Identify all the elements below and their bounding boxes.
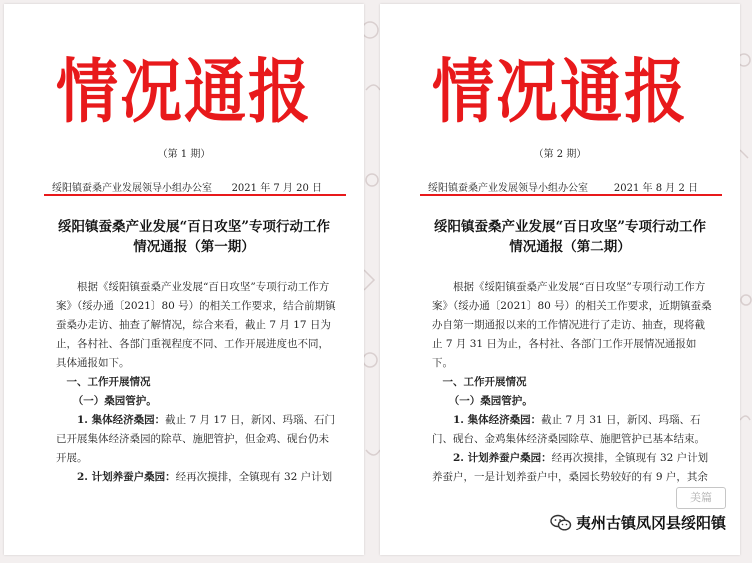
issue-date: 2021 年 8 月 2 日 — [613, 183, 698, 194]
item-1 — [56, 411, 338, 468]
item-1-lead: 1. 集体经济桑园： — [77, 414, 166, 426]
document-body — [432, 278, 714, 487]
issue-date: 2021 年 7 月 20 日 — [231, 183, 322, 194]
header-info-line — [48, 179, 342, 193]
item-1-text: 截止 7 月 17 日，新冈、玛瑙、石门已开展集体经济桑园的除草、施肥管护，但金鸡、砚台仍未开展。 — [56, 414, 336, 464]
section-heading: 一、工作开展情况 — [66, 376, 151, 388]
issue-number: （第 2 期） — [533, 149, 587, 160]
document-title-line-2: 情况通报（第二期） — [509, 239, 631, 255]
issuing-office: 绥阳镇蚕桑产业发展领导小组办公室 — [52, 183, 212, 194]
item-2-lead: 2. 计划养蚕户桑园： — [77, 471, 176, 483]
wechat-icon — [550, 514, 572, 532]
meipian-stamp: 美篇 — [676, 487, 726, 509]
intro-paragraph: 根据《绥阳镇蚕桑产业发展“百日攻坚”专项行动工作方案》（绥办通〔2021〕80 号）的相关工作要求，近期镇蚕桑办自第一期通报以来的工作情况进行了走访、抽查，现将截止 7 月 31 日为止，各村社、各部门工作开展情况通报如下。 — [432, 281, 712, 369]
report-page-2 — [380, 4, 740, 555]
subsection-heading: （一）桑园管护。 — [448, 395, 533, 407]
document-title-line-1: 绥阳镇蚕桑产业发展“百日攻坚”专项行动工作 — [57, 219, 331, 235]
item-2 — [56, 468, 338, 487]
red-divider — [420, 194, 722, 196]
report-page-1 — [4, 4, 364, 555]
item-1-text: 截止 7 月 31 日，新冈、玛瑙、石门、砚台、金鸡集体经济桑园除草、施肥管护已基本结束。 — [432, 414, 705, 445]
account-watermark — [550, 512, 726, 533]
masthead-title: 情况通报 — [431, 50, 688, 133]
document-title — [420, 217, 720, 257]
document-title-line-1: 绥阳镇蚕桑产业发展“百日攻坚”专项行动工作 — [433, 219, 707, 235]
document-body — [56, 278, 338, 487]
watermark-text: 夷州古镇凤冈县绥阳镇 — [575, 514, 726, 532]
item-2 — [432, 449, 714, 487]
issuing-office: 绥阳镇蚕桑产业发展领导小组办公室 — [428, 183, 588, 194]
item-2-text: 经再次摸排，全镇现有 32 户计划养蚕户，一是计划养蚕户中，桑园长势较好的有 9 户，其余 — [432, 452, 709, 483]
masthead-title: 情况通报 — [55, 50, 312, 133]
section-heading: 一、工作开展情况 — [442, 376, 527, 388]
item-2-text: 经再次摸排，全镇现有 32 户计划 — [175, 471, 333, 483]
document-title-line-2: 情况通报（第一期） — [133, 239, 255, 255]
item-1-lead: 1. 集体经济桑园： — [453, 414, 542, 426]
header-info-line — [424, 179, 718, 193]
document-title — [44, 217, 344, 257]
item-2-lead: 2. 计划养蚕户桑园： — [453, 452, 552, 464]
item-1 — [432, 411, 714, 449]
issue-number: （第 1 期） — [157, 149, 211, 160]
intro-paragraph: 根据《绥阳镇蚕桑产业发展“百日攻坚”专项行动工作方案》（绥办通〔2021〕80 号）的相关工作要求，结合前期镇蚕桑办走访、抽查了解情况，综合来看，截止 7 月 17 日为止，各村社、各部门重视程度不同、工作开展进度也不同，具体通报如下。 — [56, 281, 336, 369]
red-divider — [44, 194, 346, 196]
subsection-heading: （一）桑园管护。 — [72, 395, 157, 407]
